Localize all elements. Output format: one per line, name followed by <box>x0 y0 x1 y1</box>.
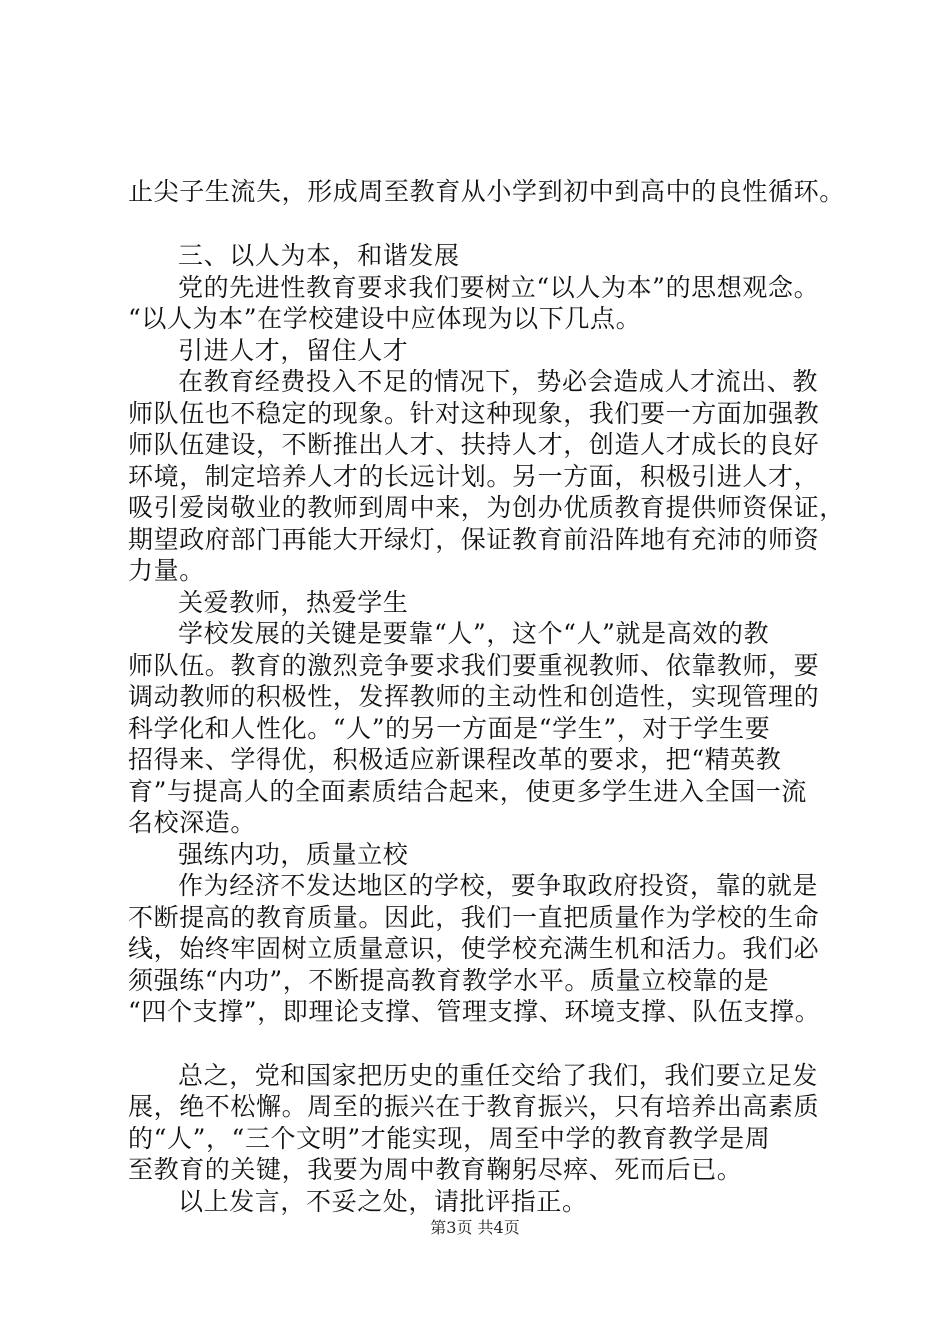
body-line: 党的先进性教育要求我们要树立“以人为本”的思想观念。 <box>178 273 820 302</box>
body-line: 的“人”，“三个文明”才能实现，周至中学的教育教学是周 <box>128 1124 771 1153</box>
body-line: “以人为本”在学校建设中应体现为以下几点。 <box>128 304 642 333</box>
body-line: 作为经济不发达地区的学校，要争取政府投资，靠的就是 <box>178 871 819 900</box>
body-line: 止尖子生流失，形成周至教育从小学到初中到高中的良性循环。 <box>128 177 845 206</box>
body-line: 环境，制定培养人才的长远计划。另一方面，积极引进人才， <box>128 462 820 491</box>
body-line: 线，始终牢固树立质量意识，使学校充满生机和活力。我们必 <box>128 934 820 963</box>
section-heading: 三、以人为本，和谐发展 <box>178 241 460 270</box>
subheading: 强练内功，质量立校 <box>178 840 409 869</box>
page-footer: 第3页 共4页 <box>430 1218 520 1237</box>
body-line: 师队伍建设，不断推出人才、扶持人才，创造人才成长的良好 <box>128 430 820 459</box>
body-line: 调动教师的积极性，发挥教师的主动性和创造性，实现管理的 <box>128 682 820 711</box>
subheading: 关爱教师，热爱学生 <box>178 588 409 617</box>
body-line: 力量。 <box>128 556 205 585</box>
body-line: 学校发展的关键是要靠“人”，这个“人”就是高效的教 <box>178 619 770 648</box>
body-line: 师队伍。教育的激烈竞争要求我们要重视教师、依靠教师，要 <box>128 651 820 680</box>
body-line: 总之，党和国家把历史的重任交给了我们，我们要立足发 <box>178 1061 819 1090</box>
subheading: 引进人才，留住人才 <box>178 336 409 365</box>
body-line: 招得来、学得优，积极适应新课程改革的要求，把“精英教 <box>128 745 782 774</box>
body-line: 以上发言，不妥之处，请批评指正。 <box>178 1187 588 1216</box>
body-line: “四个支撑”，即理论支撑、管理支撑、环境支撑、队伍支撑。 <box>128 997 821 1026</box>
body-line: 吸引爱岗敬业的教师到周中来，为创办优质教育提供师资保证， <box>128 493 845 522</box>
body-line: 育”与提高人的全面素质结合起来，使更多学生进入全国一流 <box>128 777 807 806</box>
body-line: 名校深造。 <box>128 808 257 837</box>
body-line: 展，绝不松懈。周至的振兴在于教育振兴，只有培养出高素质 <box>128 1092 820 1121</box>
body-line: 不断提高的教育质量。因此，我们一直把质量作为学校的生命 <box>128 903 820 932</box>
body-line: 期望政府部门再能大开绿灯，保证教育前沿阵地有充沛的师资 <box>128 525 820 554</box>
body-line: 在教育经费投入不足的情况下，势必会造成人才流出、教 <box>178 367 819 396</box>
body-line: 科学化和人性化。“人”的另一方面是“学生”，对于学生要 <box>128 714 771 743</box>
body-line: 师队伍也不稳定的现象。针对这种现象，我们要一方面加强教 <box>128 399 820 428</box>
body-line: 须强练“内功”，不断提高教育教学水平。质量立校靠的是 <box>128 966 770 995</box>
body-line: 至教育的关键，我要为周中教育鞠躬尽瘁、死而后已。 <box>128 1155 743 1184</box>
